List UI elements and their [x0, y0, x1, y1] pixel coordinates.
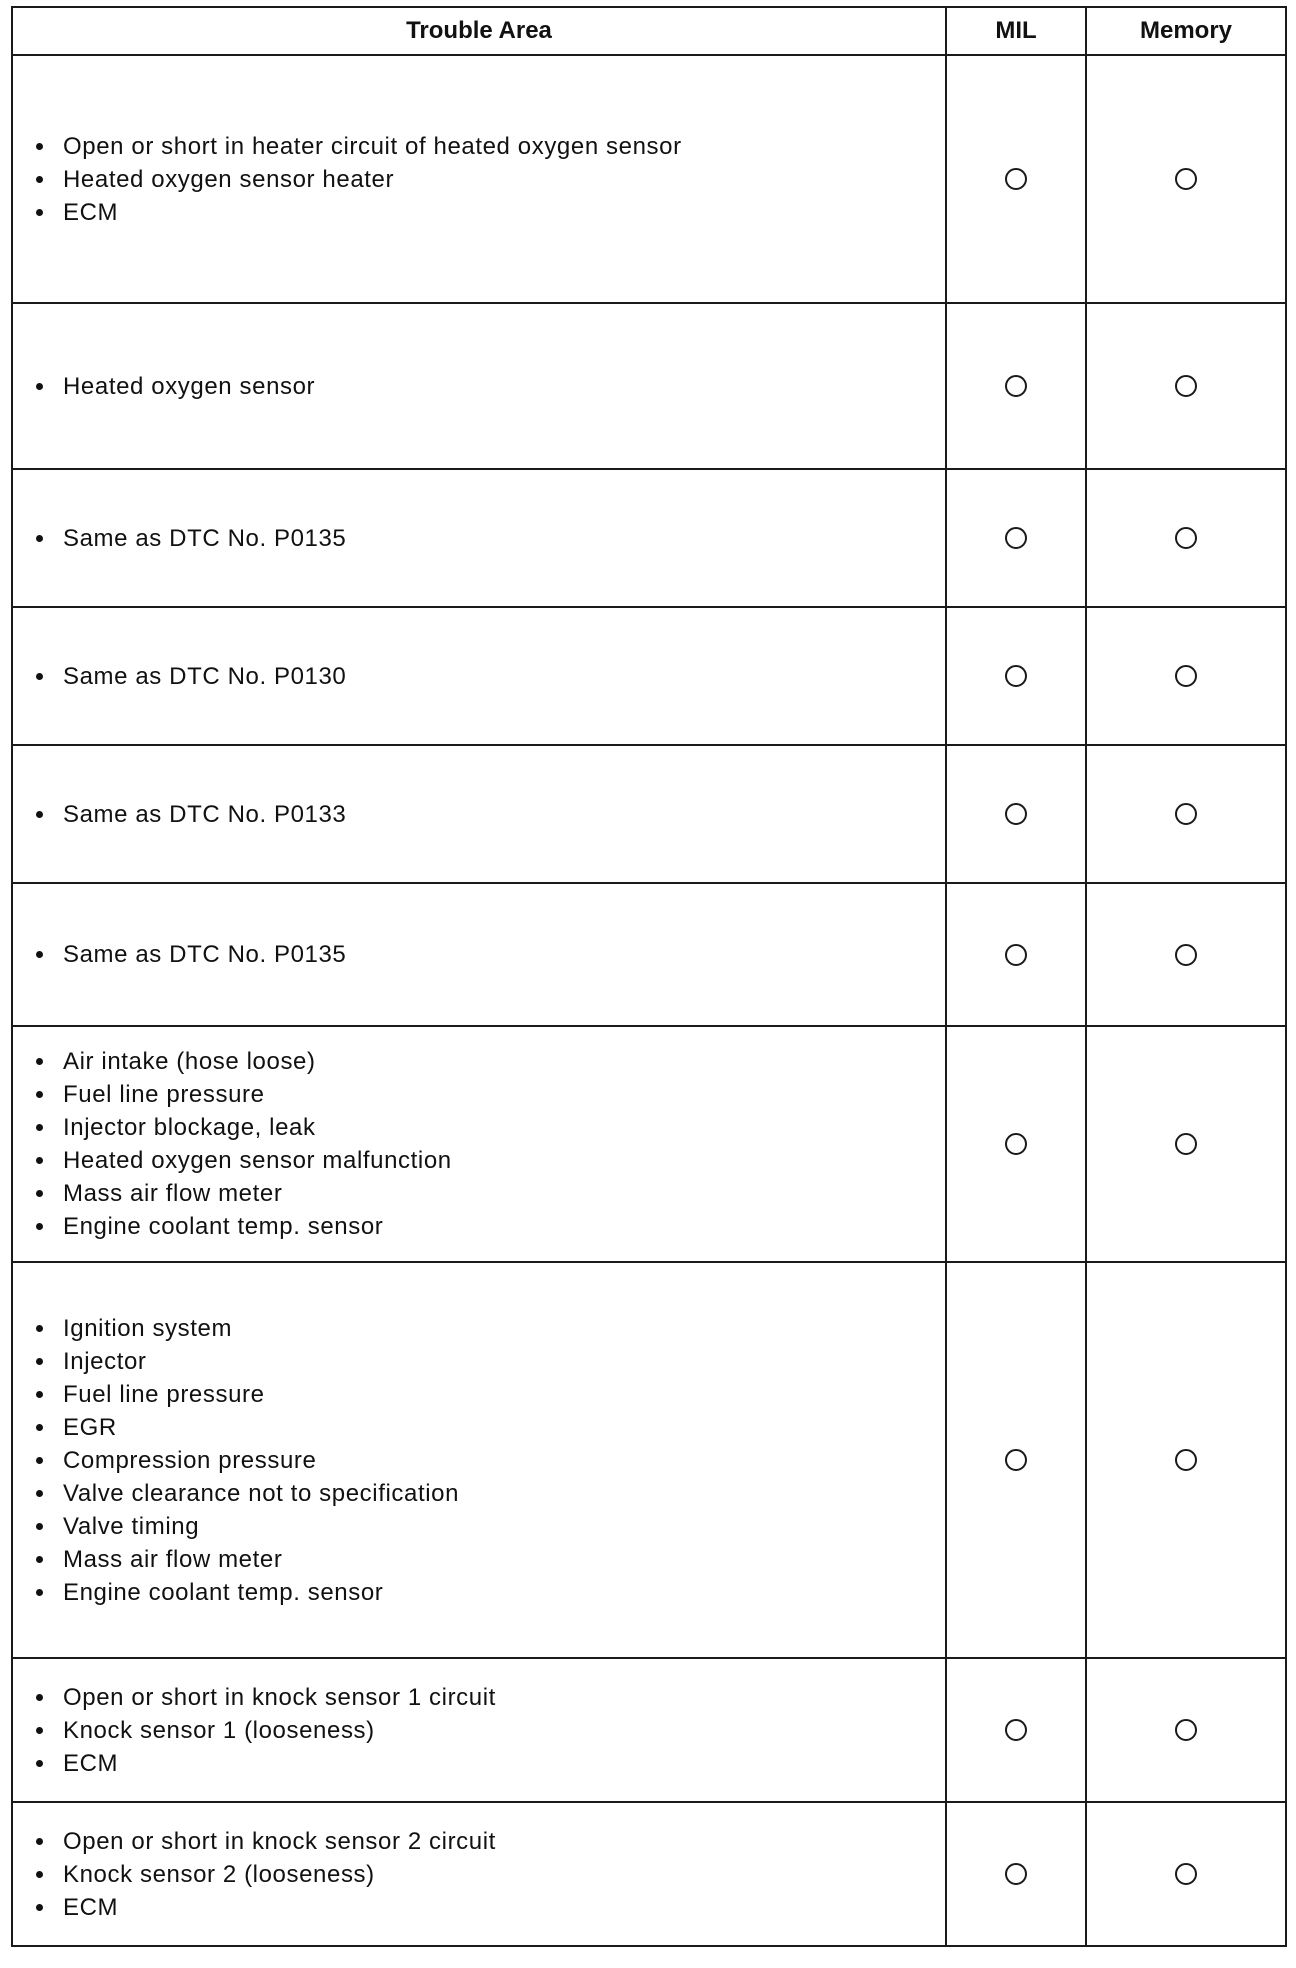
trouble-area-list [33, 1681, 933, 1780]
list-item: Same as DTC No. P0135 [33, 522, 933, 555]
trouble-area-cell [12, 1658, 946, 1802]
memory-cell [1086, 1802, 1286, 1946]
trouble-area-list [33, 798, 933, 831]
trouble-area-table [11, 6, 1287, 1947]
mil-cell [946, 883, 1086, 1026]
memory-circle-icon [1175, 665, 1197, 687]
trouble-area-list [33, 1312, 933, 1609]
list-item: Mass air flow meter [33, 1177, 933, 1210]
mil-cell [946, 1658, 1086, 1802]
mil-cell [946, 745, 1086, 883]
mil-circle-icon [1005, 1133, 1027, 1155]
trouble-area-cell [12, 303, 946, 469]
list-item: Open or short in knock sensor 1 circuit [33, 1681, 933, 1714]
list-item: Same as DTC No. P0135 [33, 938, 933, 971]
list-item: Valve clearance not to specification [33, 1477, 933, 1510]
list-item: Same as DTC No. P0130 [33, 660, 933, 693]
list-item: Fuel line pressure [33, 1078, 933, 1111]
header-row [12, 7, 1286, 55]
mil-circle-icon [1005, 665, 1027, 687]
memory-circle-icon [1175, 1719, 1197, 1741]
list-item: Compression pressure [33, 1444, 933, 1477]
table-row [12, 55, 1286, 303]
header-trouble-area: Trouble Area [12, 7, 946, 55]
header-mil: MIL [946, 7, 1086, 55]
memory-cell [1086, 303, 1286, 469]
table-row [12, 745, 1286, 883]
mil-circle-icon [1005, 375, 1027, 397]
mil-circle-icon [1005, 1863, 1027, 1885]
trouble-area-cell [12, 1026, 946, 1262]
table-row [12, 883, 1286, 1026]
list-item: Fuel line pressure [33, 1378, 933, 1411]
table-row [12, 303, 1286, 469]
mil-circle-icon [1005, 1719, 1027, 1741]
memory-cell [1086, 883, 1286, 1026]
mil-cell [946, 607, 1086, 745]
list-item: Ignition system [33, 1312, 933, 1345]
mil-circle-icon [1005, 803, 1027, 825]
list-item: EGR [33, 1411, 933, 1444]
table-row [12, 1802, 1286, 1946]
trouble-area-cell [12, 1262, 946, 1658]
memory-circle-icon [1175, 1449, 1197, 1471]
list-item: Air intake (hose loose) [33, 1045, 933, 1078]
memory-circle-icon [1175, 168, 1197, 190]
mil-cell [946, 1802, 1086, 1946]
list-item: Injector blockage, leak [33, 1111, 933, 1144]
list-item: Heated oxygen sensor malfunction [33, 1144, 933, 1177]
list-item: Injector [33, 1345, 933, 1378]
trouble-area-list [33, 370, 933, 403]
table-body [12, 55, 1286, 1946]
memory-cell [1086, 469, 1286, 607]
trouble-area-cell [12, 745, 946, 883]
list-item: ECM [33, 1747, 933, 1780]
trouble-area-list [33, 130, 933, 229]
trouble-area-list [33, 660, 933, 693]
memory-circle-icon [1175, 803, 1197, 825]
trouble-area-cell [12, 55, 946, 303]
memory-cell [1086, 1262, 1286, 1658]
list-item: Mass air flow meter [33, 1543, 933, 1576]
memory-cell [1086, 1026, 1286, 1262]
list-item: ECM [33, 196, 933, 229]
memory-cell [1086, 607, 1286, 745]
memory-circle-icon [1175, 527, 1197, 549]
trouble-area-list [33, 522, 933, 555]
list-item: Heated oxygen sensor [33, 370, 933, 403]
list-item: Open or short in knock sensor 2 circuit [33, 1825, 933, 1858]
list-item: Same as DTC No. P0133 [33, 798, 933, 831]
list-item: Valve timing [33, 1510, 933, 1543]
list-item: Heated oxygen sensor heater [33, 163, 933, 196]
list-item: Engine coolant temp. sensor [33, 1210, 933, 1243]
list-item: Knock sensor 1 (looseness) [33, 1714, 933, 1747]
trouble-area-cell [12, 469, 946, 607]
trouble-area-list [33, 938, 933, 971]
trouble-area-list [33, 1045, 933, 1243]
mil-cell [946, 1026, 1086, 1262]
mil-circle-icon [1005, 1449, 1027, 1471]
trouble-area-cell [12, 1802, 946, 1946]
table-row [12, 1026, 1286, 1262]
memory-cell [1086, 55, 1286, 303]
mil-circle-icon [1005, 527, 1027, 549]
mil-cell [946, 303, 1086, 469]
memory-circle-icon [1175, 944, 1197, 966]
trouble-area-list [33, 1825, 933, 1924]
memory-circle-icon [1175, 375, 1197, 397]
mil-circle-icon [1005, 168, 1027, 190]
mil-cell [946, 55, 1086, 303]
list-item: ECM [33, 1891, 933, 1924]
mil-cell [946, 469, 1086, 607]
table-row [12, 607, 1286, 745]
table-row [12, 469, 1286, 607]
table-row [12, 1262, 1286, 1658]
memory-cell [1086, 1658, 1286, 1802]
header-memory: Memory [1086, 7, 1286, 55]
memory-cell [1086, 745, 1286, 883]
trouble-area-cell [12, 607, 946, 745]
memory-circle-icon [1175, 1133, 1197, 1155]
mil-cell [946, 1262, 1086, 1658]
list-item: Open or short in heater circuit of heated oxygen sensor [33, 130, 933, 163]
memory-circle-icon [1175, 1863, 1197, 1885]
table-row [12, 1658, 1286, 1802]
mil-circle-icon [1005, 944, 1027, 966]
list-item: Knock sensor 2 (looseness) [33, 1858, 933, 1891]
trouble-area-cell [12, 883, 946, 1026]
list-item: Engine coolant temp. sensor [33, 1576, 933, 1609]
